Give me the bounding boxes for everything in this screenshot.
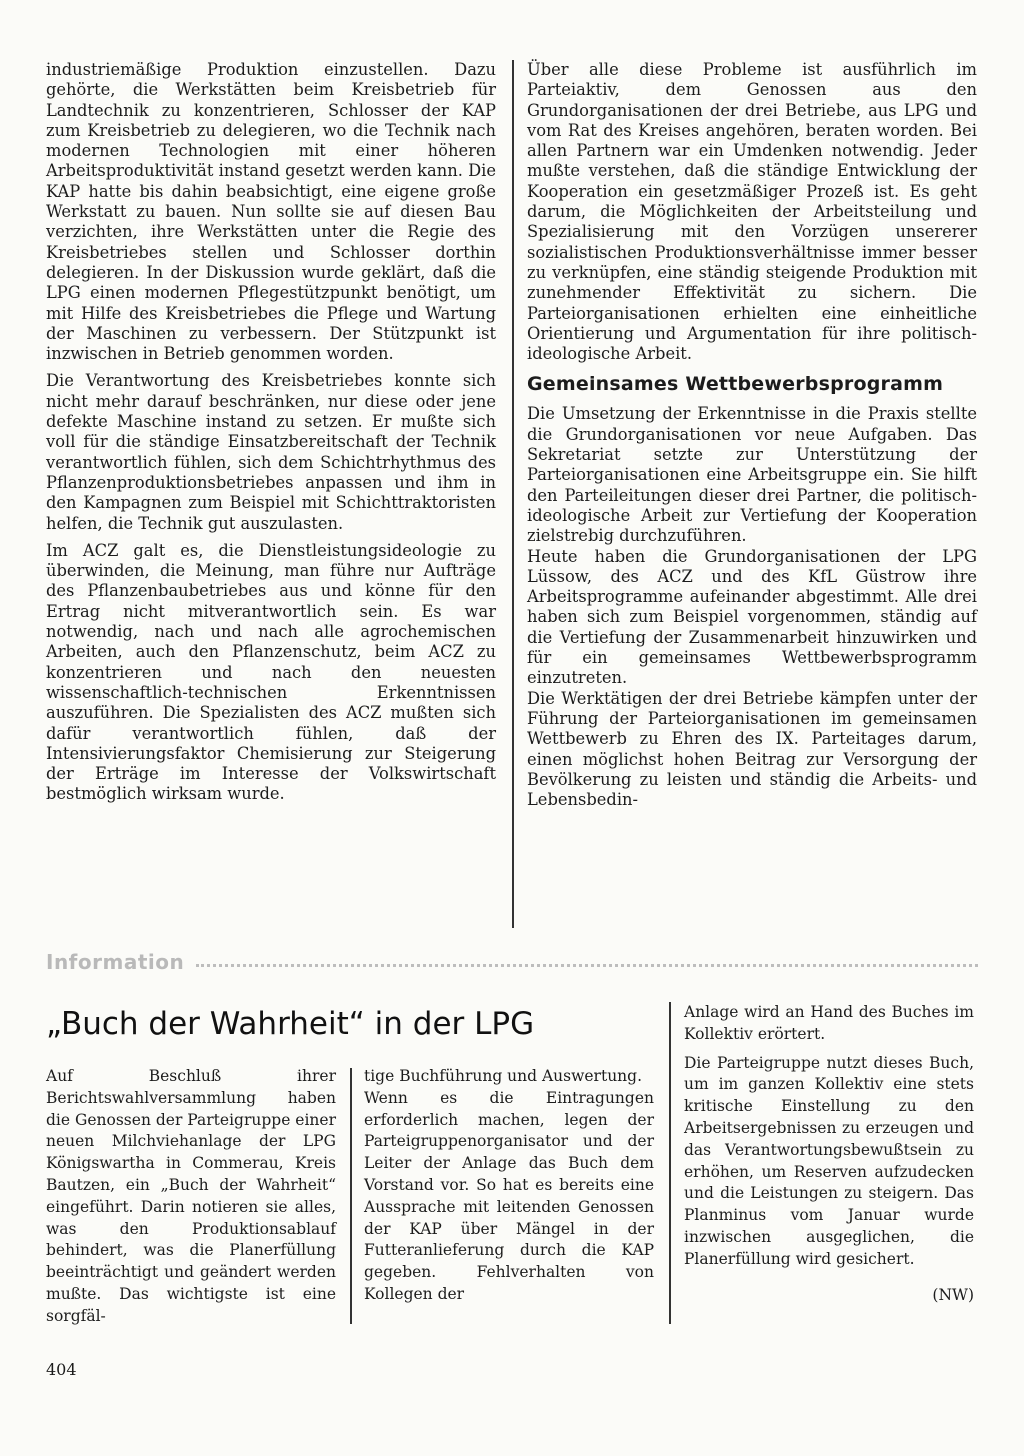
body-paragraph: Auf Beschluß ihrer Berichtswahlversammlung haben die Genossen der Parteigruppe einer neuen Milchviehanlage der LPG Königswartha in Commerau, Kreis Bautzen, ein „Buch der Wahrheit“ eingeführt. Darin notieren sie alles, was den Produktionsablauf behindert, was die Planerfüllung beeinträchtigt und geändert werden mußte. Das wichtigste ist eine sorgfäl- — [46, 1067, 336, 1325]
info-column-3 — [684, 1002, 974, 1306]
information-label: Information — [46, 950, 185, 974]
info-column-1 — [46, 1066, 336, 1328]
info-article-title: „Buch der Wahrheit“ in der LPG — [46, 1006, 535, 1042]
body-paragraph: Die Werktätigen der drei Betriebe kämpfen unter der Führung der Parteiorganisationen im gemeinsamen Wettbewerb zu Ehren des IX. Parteitages darum, einen möglichst hohen Beitrag zur Versorgung der Bevölkerung zu leisten und ständig die Arbeits- und Lebensbedin- — [527, 688, 977, 810]
info-column-2 — [364, 1066, 654, 1306]
dotted-rule — [196, 964, 978, 967]
column-divider — [512, 60, 514, 928]
body-paragraph: Die Verantwortung des Kreisbetriebes konnte sich nicht mehr darauf beschränken, nur diese oder jene defekte Maschine instand zu setzen. Er mußte sich voll für die ständige Einsatzbereitschaft der Technik verantwortlich fühlen, sich dem Schichtrhythmus des Pflanzenproduktionsbetriebes anpassen und ihm in den Kampagnen zum Beispiel mit Schichttraktoristen helfen, die Technik gut auszulasten. — [46, 371, 496, 533]
body-paragraph: Über alle diese Probleme ist ausführlich im Parteiaktiv, dem Genossen aus den Grundorganisationen der drei Betriebe, aus LPG und vom Rat des Kreises angehören, beraten worden. Bei allen Partnern war ein Umdenken notwendig. Jeder mußte verstehen, daß die ständige Entwicklung der Kooperation ein gesetzmäßiger Prozeß ist. Es geht darum, die Möglichkeiten der Arbeitsteilung und Spezialisierung mit den Vorzügen unsererer sozialistischen Produktionsverhältnisse immer besser zu verknüpfen, eine ständig steigende Produktion mit zunehmender Effektivität zu sichern. Die Parteiorganisationen erhielten eine einheitliche Orientierung und Argumentation für ihre politisch-ideologische Arbeit. — [527, 60, 977, 364]
body-paragraph: Im ACZ galt es, die Dienstleistungsideologie zu überwinden, die Meinung, man führe nur Aufträge des Pflanzenbaubetriebes aus und könne für den Ertrag nicht mitverantwortlich sein. Es war notwendig, nach und nach alle agrochemischen Arbeiten, auch den Pflanzenschutz, beim ACZ zu konzentrieren und nach den neuesten wissenschaftlich-technischen Erkenntnissen auszuführen. Die Spezialisten des ACZ mußten sich dafür verantwortlich fühlen, daß der Intensivierungsfaktor Chemisierung zur Steigerung der Erträge im Interesse der Volkswirtschaft bestmöglich wirksam wurde. — [46, 540, 496, 804]
column-divider — [350, 1068, 352, 1324]
information-band — [46, 950, 978, 976]
page-number: 404 — [46, 1360, 77, 1379]
body-paragraph: Wenn es die Eintragungen erforderlich machen, legen der Parteigruppenorganisator und der Leiter der Anlage das Buch dem Vorstand vor. So hat es bereits eine Aussprache mit leitenden Genossen der KAP über Mängel in der Futteranlieferung durch die KAP gegeben. Fehlverhalten von Kollegen der — [364, 1088, 654, 1303]
body-paragraph: Anlage wird an Hand des Buches im Kollektiv erörtert. — [684, 1003, 974, 1043]
body-paragraph: industriemäßige Produktion einzustellen. Dazu gehörte, die Werkstätten beim Kreisbetrieb für Landtechnik zu konzentrieren, Schlosser der KAP zum Kreisbetrieb zu delegieren, wo die Technik nach modernen Technologien mit einer höheren Arbeitsproduktivität instand gesetzt werden kann. Die KAP hatte bis dahin beabsichtigt, eine eigene große Werkstatt zu bauen. Nun sollte sie auf diesen Bau verzichten, ihre Werkstätten unter die Regie des Kreisbetriebes stellen und Schlosser dorthin delegieren. In der Diskussion wurde geklärt, daß die LPG einen modernen Pflegestützpunkt benötigt, um mit Hilfe des Kreisbetriebes die Pflege und Wartung der Maschinen zu verbessern. Der Stützpunkt ist inzwischen in Betrieb genommen worden. — [46, 60, 496, 364]
body-paragraph: tige Buchführung und Auswertung. — [364, 1067, 643, 1085]
body-paragraph: Heute haben die Grundorganisationen der LPG Lüssow, des ACZ und des KfL Güstrow ihre Arbeitsprogramme aufeinander abgestimmt. Alle drei haben sich zum Beispiel vorgenommen, ständig auf die Vertiefung der Zusammenarbeit hinzuwirken und für ein gemeinsames Wettbewerbsprogramm einzutreten. — [527, 546, 977, 688]
article-right-column — [527, 60, 977, 810]
column-divider — [669, 1002, 671, 1324]
author-signature: (NW) — [932, 1285, 974, 1304]
body-paragraph: Die Parteigruppe nutzt dieses Buch, um im ganzen Kollektiv eine stets kritische Einstellung zu den Arbeitsergebnissen zu erzeugen und das Verantwortungsbewußtsein zu erhöhen, um Reserven aufzudecken und die Leistungen zu steigern. Das Planminus vom Januar wurde inzwischen ausgeglichen, die Planerfüllung wird gesichert. — [684, 1053, 974, 1268]
section-heading: Gemeinsames Wettbewerbsprogramm — [527, 373, 944, 396]
body-paragraph: Die Umsetzung der Erkenntnisse in die Praxis stellte die Grundorganisationen vor neue Aufgaben. Das Sekretariat setzte zur Unterstützung der Parteiorganisationen eine Arbeitsgruppe ein. Sie hilft den Parteileitungen dieser drei Partner, die politisch-ideologische Arbeit zur Vertiefung der Kooperation zielstrebig durchzuführen. — [527, 404, 977, 546]
article-left-column — [46, 60, 496, 812]
